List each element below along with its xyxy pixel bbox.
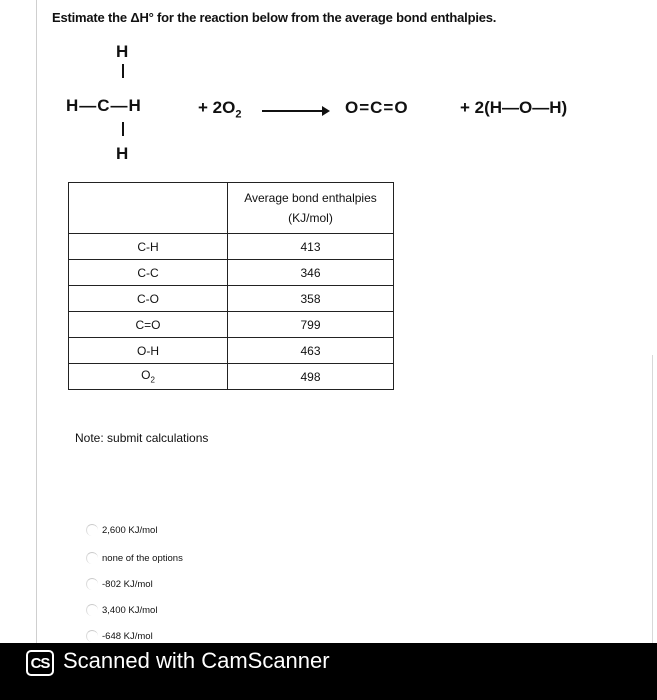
table-header-blank — [69, 183, 228, 234]
carbon-dioxide-product: O=C=O — [345, 98, 409, 117]
answer-option[interactable] — [86, 604, 157, 616]
methane-row: H—C—H — [66, 96, 142, 115]
bond-line-top — [122, 64, 124, 78]
question-title: Estimate the ΔH° for the reaction below from the average bond enthalpies. — [52, 10, 497, 25]
answer-option[interactable] — [86, 524, 157, 536]
table-row — [69, 286, 394, 312]
option-label: 2,600 KJ/mol — [102, 524, 158, 536]
note-text: Note: submit calculations — [75, 431, 209, 445]
bond-enthalpy-table — [68, 182, 394, 390]
bond-type: C-O — [69, 286, 228, 312]
bond-type: O-H — [69, 338, 228, 364]
option-label: -802 KJ/mol — [102, 578, 153, 590]
right-margin-line — [652, 355, 653, 643]
reaction-equation — [62, 40, 642, 175]
methane-bottom-hydrogen: H — [116, 144, 129, 163]
option-label: none of the options — [102, 552, 183, 564]
table-header-label: Average bond enthalpies (KJ/mol) — [228, 183, 394, 234]
option-label: 3,400 KJ/mol — [102, 604, 158, 616]
bond-type: C=O — [69, 312, 228, 338]
reaction-arrow — [262, 104, 330, 118]
bond-enthalpy: 463 — [228, 338, 394, 364]
radio-button[interactable] — [86, 604, 98, 616]
radio-button[interactable] — [86, 524, 98, 536]
bond-enthalpy: 346 — [228, 260, 394, 286]
table-row — [69, 338, 394, 364]
answer-option[interactable] — [86, 578, 153, 590]
bond-enthalpy: 498 — [228, 364, 394, 390]
bond-enthalpy: 358 — [228, 286, 394, 312]
radio-button[interactable] — [86, 578, 98, 590]
left-margin-line — [36, 0, 37, 643]
oxygen-reactant: + $2O_2$ — [198, 98, 242, 121]
camscanner-watermark-text: Scanned with CamScanner — [63, 648, 330, 673]
bond-type: C-C — [69, 260, 228, 286]
answer-option[interactable] — [86, 552, 183, 564]
water-product: + 2(H—O—H) — [460, 98, 568, 117]
table-row — [69, 234, 394, 260]
camscanner-logo-icon: CS — [26, 650, 54, 676]
bond-type: C-H — [69, 234, 228, 260]
methane-top-hydrogen: H — [116, 42, 129, 61]
radio-button[interactable] — [86, 552, 98, 564]
bond-type: $O_2$ — [69, 364, 228, 390]
radio-button[interactable] — [86, 630, 98, 642]
answer-option[interactable] — [86, 630, 153, 642]
bond-line-bottom — [122, 122, 124, 136]
table-row — [69, 364, 394, 390]
bond-enthalpy: 799 — [228, 312, 394, 338]
bond-enthalpy: 413 — [228, 234, 394, 260]
table-header-row — [69, 183, 394, 234]
table-row — [69, 260, 394, 286]
option-label: -648 KJ/mol — [102, 630, 153, 642]
table-row — [69, 312, 394, 338]
